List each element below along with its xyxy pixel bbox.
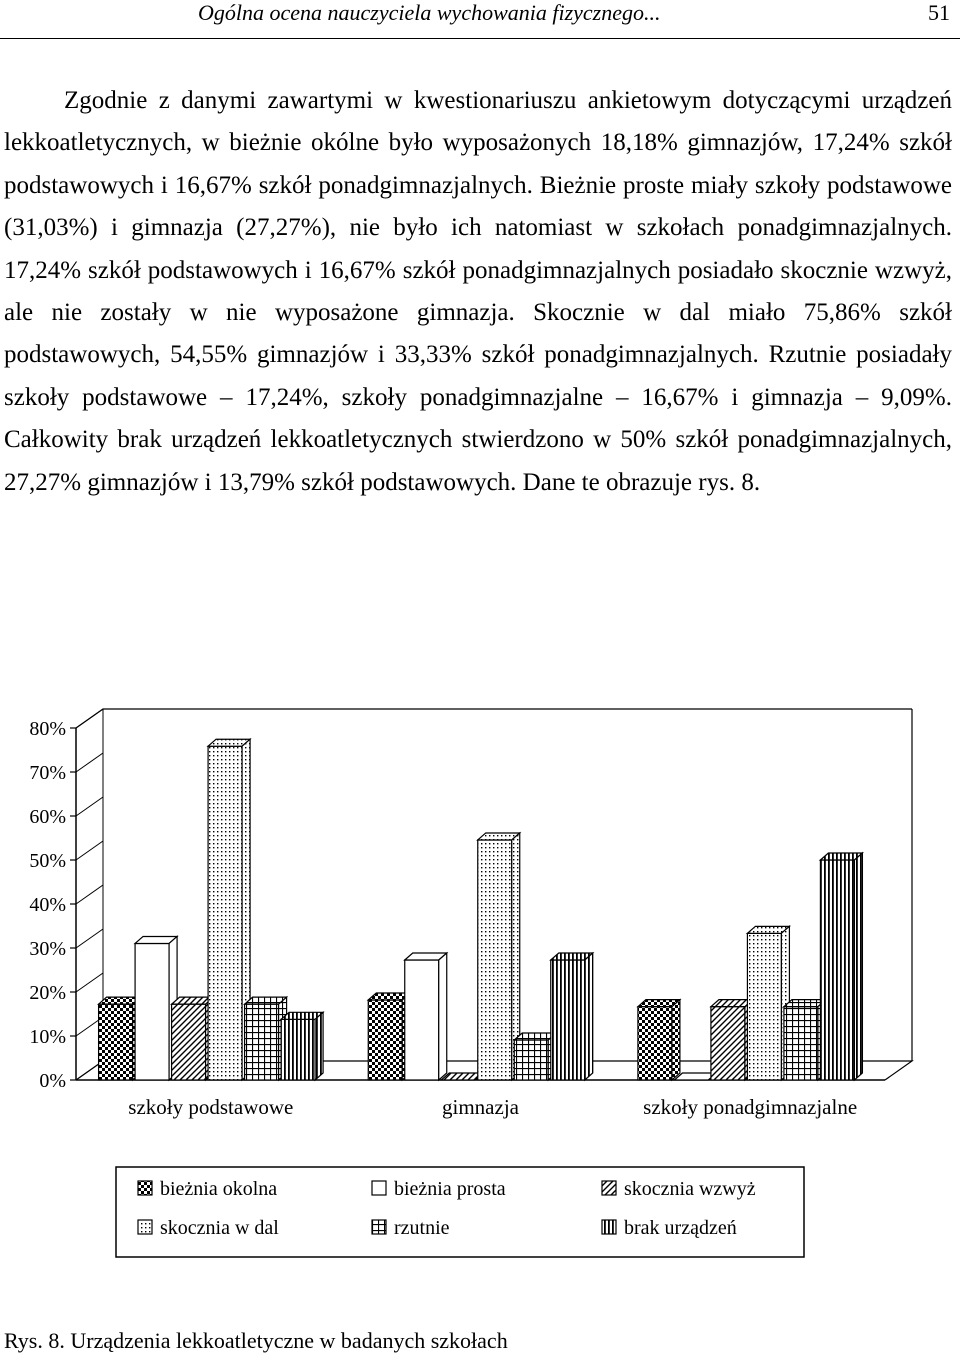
x-category-label: szkoły podstawowe xyxy=(128,1095,294,1119)
bar-front xyxy=(784,1007,818,1080)
bar xyxy=(478,833,520,1080)
bar-side xyxy=(439,953,447,1080)
bar xyxy=(281,1012,323,1080)
bar-front xyxy=(638,1007,672,1080)
y-axis-ticks xyxy=(29,709,103,1092)
bar xyxy=(711,1000,753,1080)
x-category-label: szkoły ponadgimnazjalne xyxy=(643,1095,858,1119)
bar xyxy=(245,997,287,1080)
bar-front xyxy=(245,1004,279,1080)
bar xyxy=(99,997,141,1080)
bar xyxy=(820,853,862,1080)
bar-side xyxy=(585,953,593,1080)
bar-front xyxy=(478,840,512,1080)
y-tick-label: 10% xyxy=(29,1026,66,1048)
header-rule xyxy=(0,38,960,39)
legend-label: rzutnie xyxy=(394,1217,450,1239)
y-tick-label: 80% xyxy=(29,718,66,740)
y-tick-label: 0% xyxy=(39,1070,66,1092)
bar-side xyxy=(854,853,862,1080)
bar-front xyxy=(820,860,854,1080)
legend-swatch xyxy=(138,1181,152,1195)
legend-swatch xyxy=(372,1220,386,1234)
bar-front xyxy=(514,1040,548,1080)
bar-front xyxy=(281,1019,315,1080)
bar-chart xyxy=(0,690,960,1290)
bar xyxy=(638,1000,680,1080)
body-paragraph-text: Zgodnie z danymi zawartymi w kwestionariuszu ankietowym dotyczącymi urządzeń lekkoatletycznych, w bieżnie okólne było wyposażonych 18,18% gimnazjów, 17,24% szkół podstawowych i 16,67% szkół ponadgimnazjalnych. Bieżnie proste miały szkoły podstawowe (31,03%) i gimnazja (27,27%), nie było ich natomiast w szkołach ponadgimnazjalnych. 17,24% szkół podstawowych i 16,67% szkół ponadgimnazjalnych posiadało skocznie wzwyż, ale nie zostały w nie wyposażone gimnazja. Skocznie w dal miało 75,86% szkół podstawowych, 54,55% gimnazjów i 33,33% szkół ponadgimnazjalnych. Rzutnie posiadały szkoły podstawowe – 17,24%, szkoły ponadgimnazjalne – 16,67% i gimnazja – 9,09%. Całkowity brak urządzeń lekkoatletycznych stwierdzono w 50% szkół ponadgimnazjalnych, 27,27% gimnazjów i 13,79% szkół podstawowych. Dane te obrazuje rys. 8. xyxy=(4,87,952,496)
bar-front xyxy=(172,1004,206,1080)
figure-caption: Rys. 8. Urządzenia lekkoatletyczne w badanych szkołach xyxy=(4,1328,508,1353)
y-tick-label: 30% xyxy=(29,938,66,960)
y-tick-label: 60% xyxy=(29,806,66,828)
bar xyxy=(172,997,214,1080)
bar xyxy=(208,739,250,1080)
bar-front xyxy=(711,1007,745,1080)
bar-front xyxy=(747,933,781,1080)
x-axis-categories xyxy=(128,1095,857,1119)
bar xyxy=(674,1073,716,1080)
bar-side xyxy=(315,1012,323,1080)
bar xyxy=(551,953,593,1080)
bar xyxy=(405,953,447,1080)
legend-label: skocznia wzwyż xyxy=(624,1178,756,1200)
y-gridline-side xyxy=(76,973,103,992)
bar xyxy=(747,926,789,1080)
bar-front xyxy=(551,960,585,1080)
y-gridline-side xyxy=(76,709,103,728)
running-title: Ogólna ocena nauczyciela wychowania fizycznego... xyxy=(198,0,661,25)
bar-front xyxy=(405,960,439,1080)
legend-swatch xyxy=(138,1220,152,1234)
bar-side xyxy=(672,1000,680,1080)
legend-swatch xyxy=(602,1181,616,1195)
body-paragraph xyxy=(4,80,952,504)
chart-bars xyxy=(99,739,863,1080)
bar-front xyxy=(368,1000,402,1080)
legend-label: skocznia w dal xyxy=(160,1217,279,1239)
y-tick-label: 40% xyxy=(29,894,66,916)
legend-label: bieżnia prosta xyxy=(394,1178,506,1200)
y-gridline-side xyxy=(76,841,103,860)
bar xyxy=(514,1033,556,1080)
x-category-label: gimnazja xyxy=(442,1095,519,1119)
y-gridline-side xyxy=(76,929,103,948)
y-tick-label: 70% xyxy=(29,762,66,784)
bar-front xyxy=(208,746,242,1080)
bar-front xyxy=(135,943,169,1080)
legend-swatch xyxy=(372,1181,386,1195)
bar-front xyxy=(99,1004,133,1080)
chart-legend xyxy=(116,1167,804,1257)
y-gridline-side xyxy=(76,797,103,816)
bar xyxy=(135,936,177,1080)
running-head xyxy=(0,0,960,40)
page-number: 51 xyxy=(928,0,950,25)
y-tick-label: 20% xyxy=(29,982,66,1004)
y-gridline-side xyxy=(76,885,103,904)
bar xyxy=(368,993,410,1080)
legend-label: bieżnia okolna xyxy=(160,1178,278,1200)
bar xyxy=(784,1000,826,1080)
legend-label: brak urządzeń xyxy=(624,1217,737,1239)
y-tick-label: 50% xyxy=(29,850,66,872)
bar xyxy=(441,1073,483,1080)
y-gridline-side xyxy=(76,753,103,772)
legend-swatch xyxy=(602,1220,616,1234)
back-wall-top xyxy=(76,709,912,728)
